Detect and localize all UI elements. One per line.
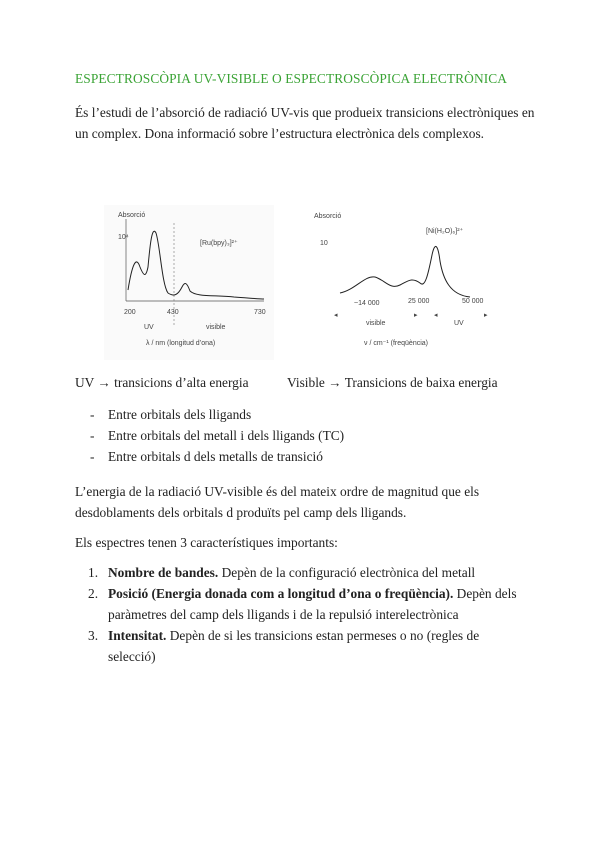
energy-paragraph: L’energia de la radiació UV-visible és del mateix ordre de magnitud que els desdoblaments dels orbitals d produïts pel camp dels lligands. [75,484,480,520]
right-species-label: [Ni(H₂O)₆]²⁺ [426,228,464,235]
list-item: - Entre orbitals dels lligands [90,407,252,422]
spectrum-figure-ni [310,205,500,355]
left-region-visible: visible [206,324,226,331]
left-xtick-2: 430 [167,309,179,316]
intro-paragraph: És l’estudi de l’absorció de radiació UV-vis que produeix transicions electròniques en un complex. Dona informació sobre l’estructura electrònica dels complexos. [75,105,535,141]
spectrum-figure-ru [104,205,274,360]
svg-text:▸: ▸ [414,312,418,319]
left-xtick-1: 200 [124,309,136,316]
right-region-uv: UV [454,320,464,327]
right-region-visible: visible [366,320,386,327]
list-item: - Entre orbitals del metall i dels lligands (TC) [90,428,345,443]
right-ytick: 10 [320,240,328,247]
spectra-intro: Els espectres tenen 3 característiques importants: [75,535,338,550]
list-item: 3. Intensitat. Depèn de si les transicions estan permeses o no (regles de selecció) [88,628,480,664]
uv-transitions-text: UV → transicions d’alta energia [75,375,249,390]
left-species-label: [Ru(bpy)₃]²⁺ [200,240,238,247]
svg-text:▸: ▸ [484,312,488,319]
page-title: ESPECTROSCÒPIA UV-VISIBLE O ESPECTROSCÒPICA ELECTRÒNICA [75,71,508,86]
left-ytick: 10⁴ [118,234,129,241]
right-xtick-3: 50 000 [462,298,484,305]
list-item: 1. Nombre de bandes. Depèn de la configuració electrònica del metall [88,565,476,580]
transition-types-list [90,404,344,467]
list-item: - Entre orbitals d dels metalls de transició [90,449,323,464]
list-item: 2. Posició (Energia donada com a longitud d’ona o freqüència). Depèn dels paràmetres del camp dels lligands i de la repulsió interelectrònica [88,586,517,622]
right-ylabel: Absorció [314,213,342,220]
visible-transitions-text: Visible → Transicions de baixa energia [287,375,498,390]
right-xlabel: ν / cm⁻¹ (freqüència) [364,340,428,347]
left-ylabel: Absorció [118,212,146,219]
energy-transitions-line [75,375,498,391]
svg-text:◂: ◂ [334,312,338,319]
right-xtick-2: 25 000 [408,298,430,305]
left-region-uv: UV [144,324,154,331]
left-xtick-3: 730 [254,309,266,316]
features-list [88,562,518,667]
left-xlabel: λ / nm (longitud d’ona) [146,340,216,347]
right-xtick-1: ~14 000 [354,300,380,307]
svg-text:◂: ◂ [434,312,438,319]
